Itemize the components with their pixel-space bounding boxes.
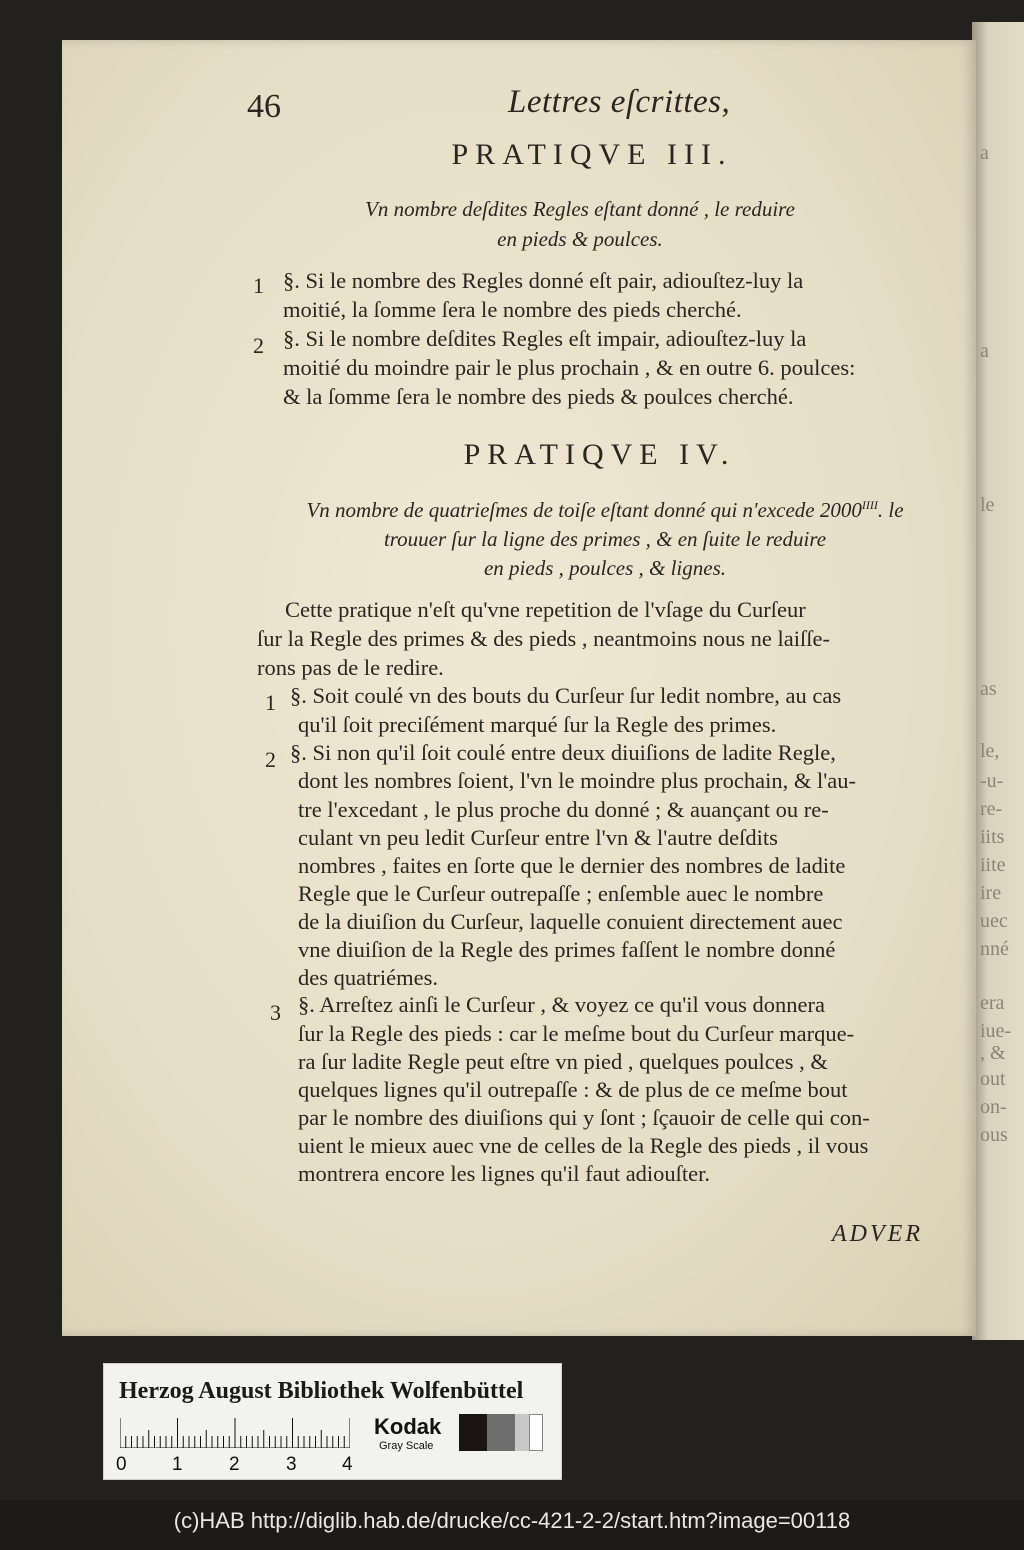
- subheading-line: Vn nombre deſdites Regles eſtant donné , le reduire: [365, 197, 795, 221]
- text-line: uient le mieux auec vne de celles de la Regle des pieds , il vous: [298, 1133, 869, 1158]
- facing-fragment: le,: [980, 740, 1000, 762]
- gray-patch-light: [515, 1414, 529, 1451]
- ruler-number: 2: [229, 1454, 240, 1475]
- text-line: qu'il ſoit preciſément marqué ſur la Regle des primes.: [298, 712, 777, 737]
- superscript: IIII: [861, 498, 878, 512]
- footer-url: (c)HAB http://diglib.hab.de/drucke/cc-421-2-2/start.htm?image=00118: [173, 1508, 851, 1533]
- text-line: §. Soit coulé vn des bouts du Curſeur ſur ledit nombre, au cas: [290, 683, 842, 708]
- section-heading-3: PRATIQVE III.: [451, 138, 733, 171]
- ruler-scale: [120, 1418, 350, 1448]
- text-line: & la ſomme ſera le nombre des pieds & poulces cherché.: [283, 384, 794, 409]
- facing-fragment: era: [980, 992, 1005, 1014]
- facing-fragment: iite: [980, 854, 1006, 876]
- text-line: des quatriémes.: [298, 965, 438, 990]
- text-line: moitié du moindre pair le plus prochain , & en outre 6. poulces:: [283, 355, 856, 380]
- color-target-card: [103, 1363, 562, 1480]
- facing-fragment: ire: [980, 882, 1002, 904]
- facing-fragment: -u-: [980, 770, 1004, 792]
- gray-patch-black: [459, 1414, 487, 1451]
- facing-fragment: out: [980, 1068, 1006, 1090]
- paragraph-number: 1: [265, 690, 276, 715]
- subheading-line: trouuer ſur la ligne des primes , & en ſuite le reduire: [383, 527, 827, 551]
- text-line: moitié, la ſomme ſera le nombre des pieds cherché.: [283, 297, 742, 322]
- facing-fragment: a: [980, 142, 989, 164]
- facing-page-edge: [972, 22, 1024, 1340]
- text-line: montrera encore les lignes qu'il faut adiouſter.: [298, 1161, 711, 1186]
- subheading-line: en pieds , poulces , & lignes.: [483, 556, 727, 580]
- text-line: de la diuiſion du Curſeur, laquelle conuient directement auec: [298, 909, 843, 934]
- kodak-subtitle: Gray Scale: [379, 1440, 434, 1452]
- text-line: nombres , faites en ſorte que le dernier des nombres de ladite: [298, 853, 846, 878]
- section-subheading-3: [300, 194, 860, 254]
- text-line: ſur la Regle des primes & des pieds , neantmoins nous ne laiſſe-: [257, 626, 831, 651]
- text-line: §. Si le nombre deſdites Regles eſt impair, adiouſtez-luy la: [283, 326, 807, 351]
- kodak-logo: Kodak: [374, 1414, 442, 1439]
- facing-fragment: uec: [980, 910, 1008, 932]
- text-line: vne diuiſion de la Regle des primes faſſent le nombre donné: [298, 937, 836, 962]
- text-line: Cette pratique n'eſt qu'vne repetition de l'vſage du Curſeur: [285, 597, 806, 622]
- text-line: §. Si le nombre des Regles donné eſt pair, adiouſtez-luy la: [283, 268, 804, 293]
- running-head: Lettres eſcrittes,: [508, 84, 731, 120]
- facing-fragment: le: [980, 494, 995, 516]
- facing-fragment: nné: [980, 938, 1009, 960]
- paragraph-number: 1: [253, 273, 264, 298]
- text-line: Regle que le Curſeur outrepaſſe ; enſemble auec le nombre: [298, 881, 824, 906]
- text-line: ra ſur ladite Regle peut eſtre vn pied , quelques poulces , &: [298, 1049, 828, 1074]
- ruler-number: 4: [342, 1454, 353, 1475]
- gray-patch-dark: [487, 1414, 515, 1451]
- text-line: culant vn peu ledit Curſeur entre l'vn & l'autre deſdits: [298, 825, 778, 850]
- subheading-line: en pieds & poulces.: [497, 227, 663, 251]
- text-line: tre l'excedant , le plus proche du donné ; & auançant ou re-: [298, 797, 829, 822]
- text-line: dont les nombres ſoient, l'vn le moindre plus prochain, & l'au-: [298, 768, 857, 793]
- ruler-number: 0: [116, 1454, 127, 1475]
- ruler-number: 3: [286, 1454, 297, 1475]
- facing-fragment: ous: [980, 1124, 1008, 1146]
- text-line: §. Arreſtez ainſi le Curſeur , & voyez ce qu'il vous donnera: [298, 992, 826, 1017]
- text-line: quelques lignes qu'il outrepaſſe : & de plus de ce meſme bout: [298, 1077, 848, 1102]
- catchword: ADVER: [832, 1221, 923, 1247]
- ruler-number: 1: [172, 1454, 183, 1475]
- section-heading-4: PRATIQVE IV.: [463, 438, 736, 471]
- facing-fragment: as: [980, 678, 997, 700]
- facing-fragment: iue-: [980, 1020, 1012, 1042]
- text-line: ſur la Regle des pieds : car le meſme bout du Curſeur marque-: [298, 1021, 855, 1046]
- library-title: Herzog August Bibliothek Wolfenbüttel: [119, 1378, 524, 1404]
- gray-patch-white: [529, 1414, 543, 1451]
- page-number: 46: [247, 88, 281, 125]
- paragraph-number: 2: [265, 747, 276, 772]
- subheading-line: Vn nombre de quatrieſmes de toiſe eſtant donné qui n'excede $2000^{IIII}$. le: [306, 498, 904, 522]
- section-subheading-4: [250, 491, 960, 583]
- facing-fragment: on-: [980, 1096, 1007, 1118]
- text-line: §. Si non qu'il ſoit coulé entre deux diuiſions de ladite Regle,: [290, 740, 836, 765]
- facing-fragment: re-: [980, 798, 1003, 820]
- facing-fragment: , &: [980, 1042, 1006, 1064]
- paragraph-number: 3: [270, 1000, 281, 1025]
- facing-fragment: iits: [980, 826, 1005, 848]
- text-line: rons pas de le redire.: [257, 655, 444, 680]
- facing-fragment: a: [980, 340, 989, 362]
- text-line: par le nombre des diuiſions qui y ſont ; ſçauoir de celle qui con-: [298, 1105, 870, 1130]
- paragraph-number: 2: [253, 333, 264, 358]
